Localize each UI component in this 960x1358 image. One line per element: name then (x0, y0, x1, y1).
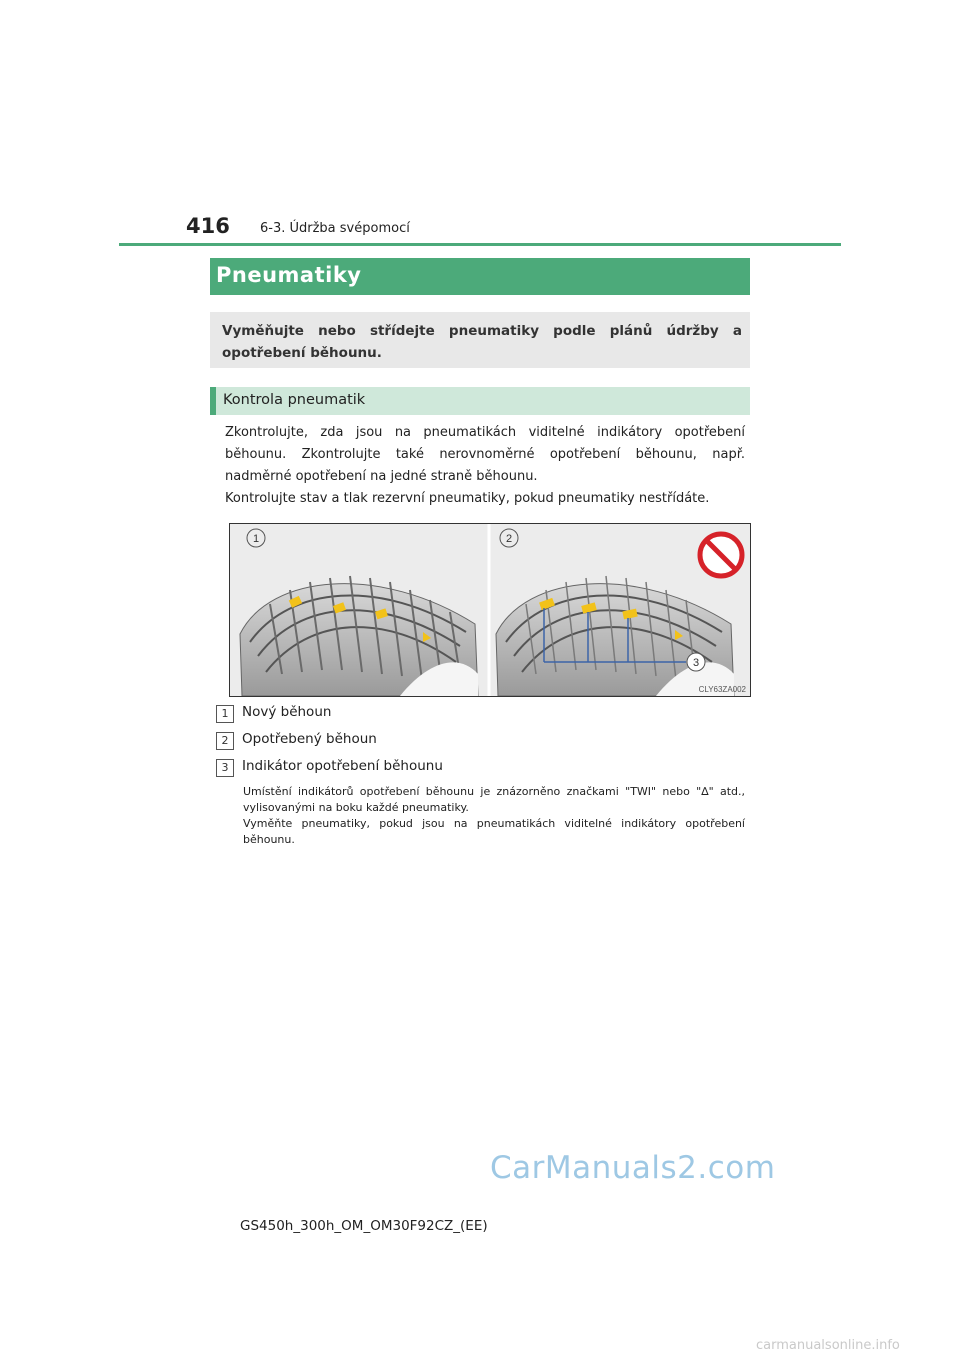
note-text (243, 784, 745, 848)
page-number: 416 (186, 214, 230, 238)
legend-number: 3 (216, 759, 234, 777)
legend-item (216, 758, 756, 780)
subsection-heading-bar (210, 387, 750, 415)
new-tread-tire (240, 576, 478, 696)
legend-label: Indikátor opotřebení běhounu (242, 758, 443, 774)
legend-item (216, 731, 756, 753)
legend-item (216, 704, 756, 726)
legend-label: Opotřebený běhoun (242, 731, 377, 747)
svg-text:3: 3 (692, 657, 700, 669)
body-paragraph: Kontrolujte stav a tlak rezervní pneumatiky, pokud pneumatiky nestřídáte. (225, 491, 710, 506)
document-code: GS450h_300h_OM_OM30F92CZ_(EE) (240, 1218, 488, 1234)
prohibition-icon (700, 534, 742, 576)
tire-tread-illustration (229, 523, 751, 697)
body-text (225, 422, 745, 510)
figure-code: CLY63ZA002 (698, 685, 746, 694)
legend-number: 2 (216, 732, 234, 750)
worn-tread-tire (496, 576, 734, 696)
page-title-band (210, 258, 750, 295)
subsection-accent-bar (210, 387, 216, 415)
watermark-site: carmanualsonline.info (756, 1338, 900, 1353)
intro-box (210, 312, 750, 368)
page-title: Pneumatiky (216, 263, 362, 287)
note-paragraph: Umístění indikátorů opotřebení běhounu je znázorněno značkami "TWI" nebo "∆" atd., vylisovanými na boku každé pneumatiky. (243, 785, 745, 814)
svg-text:1: 1 (252, 533, 260, 545)
subsection-heading: Kontrola pneumatik (223, 392, 366, 408)
header-divider (119, 243, 841, 246)
section-breadcrumb: 6-3. Údržba svépomocí (260, 221, 410, 236)
callout-3 (687, 653, 705, 671)
callout-1 (247, 529, 265, 547)
callout-2 (500, 529, 518, 547)
svg-text:2: 2 (505, 533, 513, 545)
legend-label: Nový běhoun (242, 704, 332, 720)
body-paragraph: Zkontrolujte, zda jsou na pneumatikách viditelné indikátory opotřebení běhounu. Zkontrolujte také nerovnoměrné opotřebení běhounu, např. nadměrné opotřebení na jedné straně běhounu. (225, 425, 745, 484)
note-paragraph: Vyměňte pneumatiky, pokud jsou na pneumatikách viditelné indikátory opotřebení běhounu. (243, 817, 745, 846)
legend-number: 1 (216, 705, 234, 723)
watermark-logo: CarManuals2.com (490, 1150, 776, 1186)
intro-text: Vyměňujte nebo střídejte pneumatiky podle plánů údržby a opotřebení běhounu. (222, 323, 742, 361)
